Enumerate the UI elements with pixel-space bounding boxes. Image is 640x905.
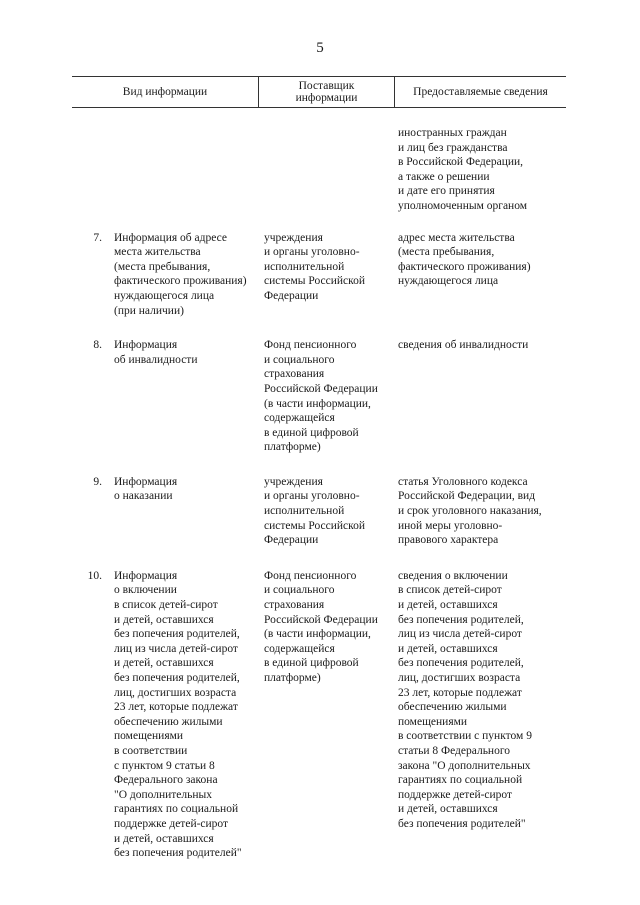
row-number: 9. bbox=[93, 475, 102, 488]
row-info-type: Информация об адресе места жительства (места пребывания, фактического проживания) нуждающегося лица (при наличии) bbox=[114, 231, 247, 317]
row-info-type: Информация о включении в список детей-сирот и детей, оставшихся без попечения родителей, лиц из числа детей-сирот и детей, оставшихся без попечения родителей, лиц, достигших возраста 23 лет, которые подлежат обеспечению жилыми помещениями в соответствии с пунктом 9 статьи 8 Федерального закона "О дополнительных гарантиях по социальной поддержке детей-сирот и детей, оставшихся без попечения родителей" bbox=[114, 569, 242, 860]
header-info-provider-label: Поставщик информации bbox=[295, 80, 358, 104]
row-info-type: Информация о наказании bbox=[114, 475, 178, 503]
row-provider: Фонд пенсионного и социального страхования Российской Федерации (в части информации, содержащейся в единой цифровой платформе) bbox=[264, 569, 378, 684]
table-row bbox=[72, 569, 566, 861]
table-row bbox=[72, 126, 566, 214]
row-provider: учреждения и органы уголовно- исполнительной системы Российской Федерации bbox=[264, 231, 366, 302]
row-number: 8. bbox=[93, 339, 102, 352]
table-row bbox=[72, 338, 566, 455]
table-row bbox=[72, 475, 566, 548]
header-provided-details: Предоставляемые сведения bbox=[413, 86, 548, 98]
row-number bbox=[72, 126, 102, 214]
row-details: сведения о включении в список детей-сирот и детей, оставшихся без попечения родителей, лиц из числа детей-сирот и детей, оставшихся без попечения родителей, лиц, достигших возраста 23 лет, которые подлежат обеспечению жилыми помещениями в соответствии с пунктом 9 статьи 8 Федерального закона "О дополнительных гарантиях по социальной поддержке детей-сирот и детей, оставшихся без попечения родителей" bbox=[398, 569, 532, 830]
info-table bbox=[72, 76, 566, 861]
row-provider bbox=[264, 126, 398, 214]
row-number: 7. bbox=[93, 231, 102, 244]
row-number: 10. bbox=[87, 569, 102, 582]
row-info-type: Информация об инвалидности bbox=[114, 339, 198, 366]
row-details: сведения об инвалидности bbox=[398, 339, 529, 352]
header-info-type: Вид информации bbox=[122, 86, 208, 98]
page-number: 5 bbox=[316, 40, 324, 56]
row-details: статья Уголовного кодекса Российской Федерации, вид и срок уголовного наказания, иной меры уголовно- правового характера bbox=[398, 475, 542, 547]
row-provider: Фонд пенсионного и социального страхования Российской Федерации (в части информации, содержащейся в единой цифровой платформе) bbox=[264, 339, 378, 454]
row-details: адрес места жительства (места пребывания, фактического проживания) нуждающегося лица bbox=[398, 231, 531, 288]
row-details: иностранных граждан и лиц без гражданства в Российской Федерации, а также о решении и дате его принятия уполномоченным органом bbox=[398, 127, 528, 212]
row-provider: учреждения и органы уголовно- исполнительной системы Российской Федерации bbox=[264, 475, 366, 547]
header-info-provider bbox=[258, 77, 395, 107]
table-header bbox=[72, 76, 566, 108]
row-info-type bbox=[102, 126, 264, 214]
table-row bbox=[72, 231, 566, 319]
